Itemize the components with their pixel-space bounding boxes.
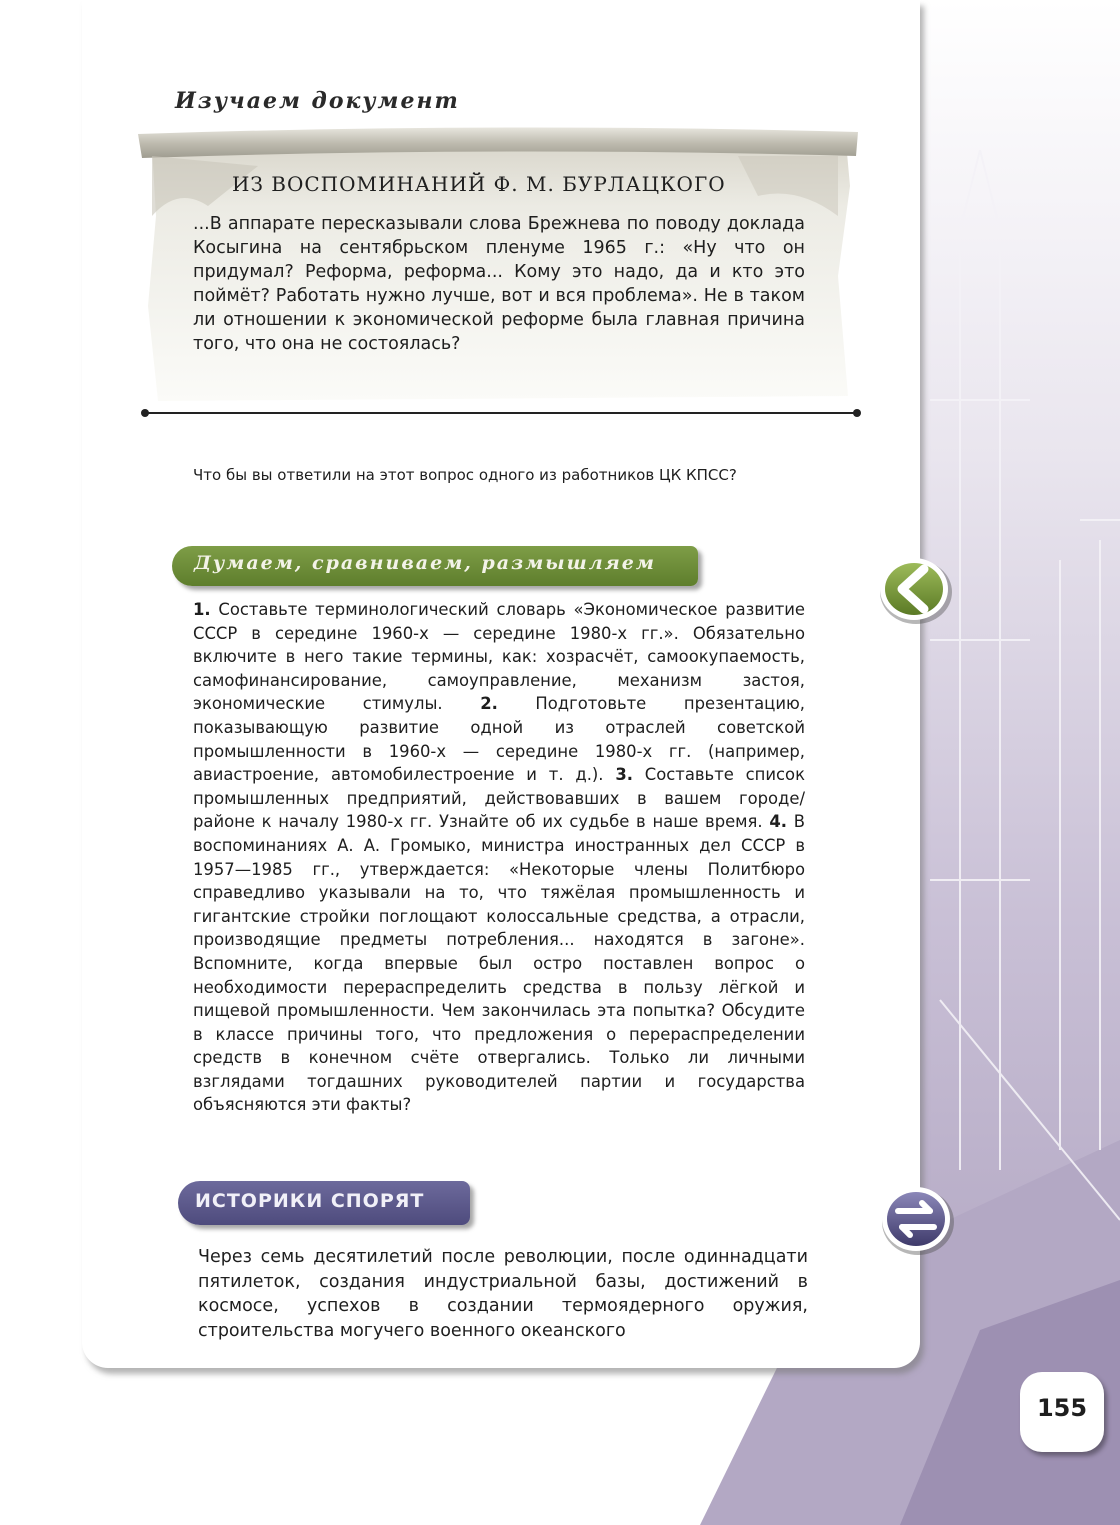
task-3-text: Составьте список промышленных предприятий, действовавших в вашем городе/районе к началу 1980-х гг. Узнайте об их судьбе в наше время. xyxy=(193,765,805,832)
historians-section-banner xyxy=(178,1181,470,1225)
section-divider xyxy=(140,408,862,418)
document-section-heading: Изучаем документ xyxy=(175,88,460,114)
document-title: ИЗ ВОСПОМИНАНИЙ Ф. М. БУРЛАЦКОГО xyxy=(232,172,726,196)
document-question: Что бы вы ответили на этот вопрос одного из работников ЦК КПСС? xyxy=(193,466,737,484)
task-4-text: В воспоминаниях А. А. Громыко, министра иностранных дел СССР в 1957—1985 гг., утверждается: «Некоторые члены Политбюро справедливо указывали на то, что тяжёлая промышленность и гигантские стройки поглощают колоссальные средства, а отрасли, производящие предметы потребления... находятся в загоне». Вспомните, когда впервые был остро поставлен вопрос о необходимости перераспределить средства в пользу лёгкой и пищевой промышленности. Чем закончилась эта попытка? Обсудите в классе причины того, что предложения о перераспределении средств в конечном счёте отвергались. Только ли личными взглядами тогдашних руководителей партии и государства объясняются эти факты? xyxy=(193,812,805,1115)
historians-section-heading: ИСТОРИКИ СПОРЯТ xyxy=(195,1190,425,1212)
think-section-heading: Думаем, сравниваем, размышляем xyxy=(194,552,656,574)
task-number-3: 3. xyxy=(615,765,633,785)
task-number-4: 4. xyxy=(769,812,787,832)
historians-section-text: Через семь десятилетий после революции, после одиннадцати пятилеток, создания индустриальной базы, достижений в космосе, успехов в создании термоядерного оружия, строительства могучего военного океанского xyxy=(198,1247,808,1341)
back-arrow-icon[interactable] xyxy=(878,555,954,625)
exchange-arrows-icon[interactable] xyxy=(880,1184,956,1256)
page-number: 155 xyxy=(1036,1394,1088,1422)
think-section-tasks xyxy=(193,598,805,1117)
document-quote-text: ...В аппарате пересказывали слова Брежнева по поводу доклада Косыгина на сентябрьском пленуме 1965 г.: «Ну что он придумал? Реформа, реформа... Кому это надо, да и кто это поймёт? Работать нужно лучше, вот и вся проблема». Не в таком ли отношении к экономической реформе была главная причина того, что она не состоялась? xyxy=(193,214,805,354)
task-number-2: 2. xyxy=(480,694,498,714)
task-2-text: Подготовьте презентацию, показывающую развитие одной из отраслей советской промышленности в 1960-х — середине 1980-х гг. (например, авиастроение, автомобилестроение и т. д.). xyxy=(193,694,805,785)
think-section-banner xyxy=(172,546,698,586)
task-1-text: Составьте терминологический словарь «Экономическое развитие СССР в середине 1960-х — середине 1980-х гг.». Обязательно включите в него такие термины, как: хозрасчёт, самоокупаемость, самофинансирование, самоуправление, механизм застоя, экономические стимулы. xyxy=(193,600,805,714)
page-number-box xyxy=(1020,1372,1104,1452)
task-number-1: 1. xyxy=(193,600,211,619)
